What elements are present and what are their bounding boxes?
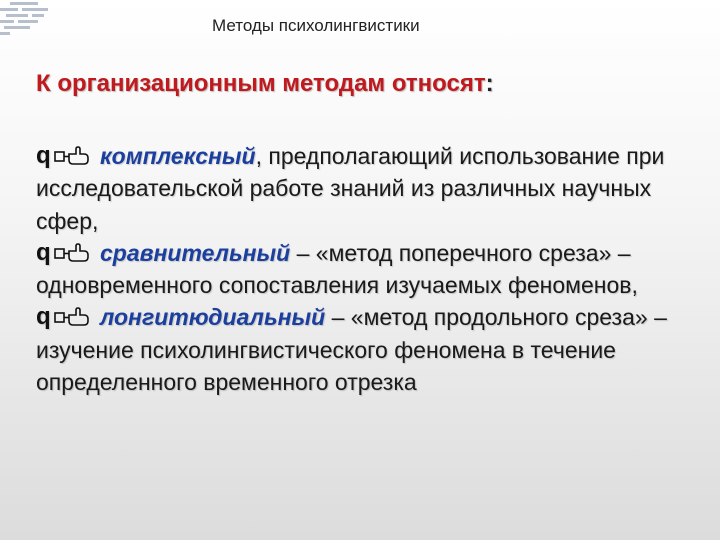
- method-term: комплексный: [100, 143, 256, 169]
- checkbox-pointing-hand-icon: q: [36, 307, 100, 327]
- slide-header-title: Методы психолингвистики: [212, 16, 420, 35]
- slide-heading: [36, 70, 494, 98]
- method-description: – «метод поперечного среза» – одновременного сопоставления изучаемых феноменов,: [36, 239, 638, 299]
- corner-decoration: [0, 0, 60, 50]
- slide-heading-colon: :: [485, 70, 494, 97]
- method-description: , предполагающий использование при исследовательской работе знаний из различных научных сфер,: [36, 143, 665, 234]
- list-item: [36, 237, 706, 302]
- list-item: [36, 301, 706, 398]
- slide-content: [36, 140, 706, 398]
- list-item: [36, 140, 706, 237]
- method-description: – «метод продольного среза» – изучение психолингвистического феномена в течение определенного временного отрезка: [36, 304, 667, 396]
- method-term: сравнительный: [100, 239, 291, 266]
- method-term: лонгитюдиальный: [100, 304, 326, 331]
- slide-heading-text: К организационным методам относят: [36, 70, 486, 97]
- checkbox-pointing-hand-icon: q: [36, 146, 100, 166]
- checkbox-pointing-hand-icon: q: [36, 243, 100, 263]
